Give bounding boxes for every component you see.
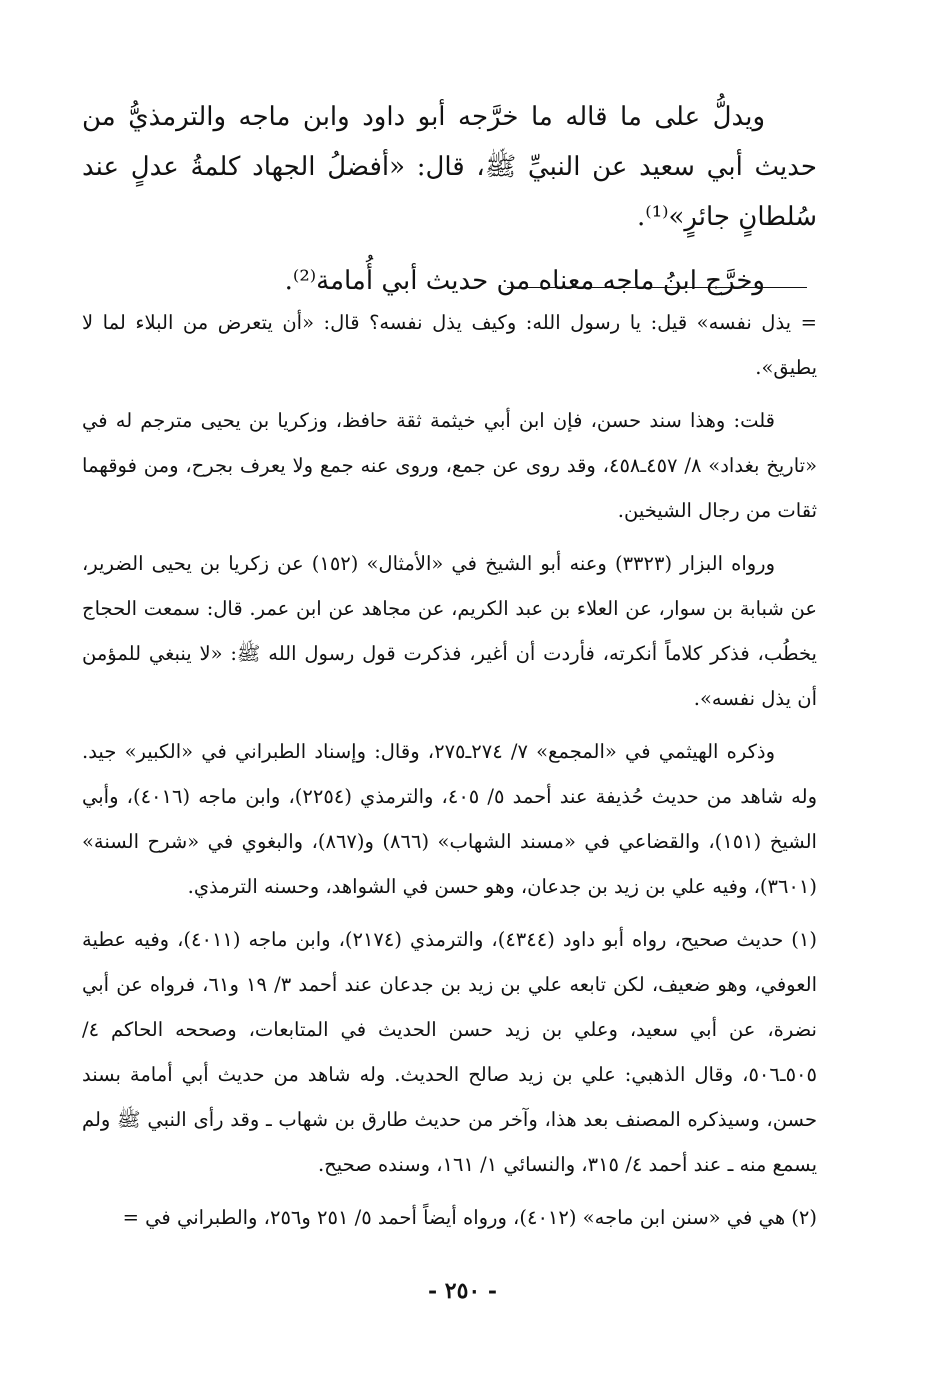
main-text — [82, 92, 817, 320]
footnote-separator — [507, 287, 807, 288]
footnote-continuation-3: ورواه البزار (٣٣٢٣) وعنه أبو الشيخ في «الأمثال» (١٥٢) عن زكريا بن يحيى الضرير، عن شبابة بن سوار، عن العلاء بن عبد الكريم، عن مجاهد عن ابن عمر. قال: سمعت الحجاج يخطُب، فذكر كلاماً أنكرته، فأردت أن أغير، فذكرت قول رسول الله ﷺ: «لا ينبغي للمؤمن أن يذل نفسه». — [82, 552, 817, 710]
page-number: - ٢٥٠ - — [427, 1278, 498, 1304]
footnote-continuation-2: قلت: وهذا سند حسن، فإن ابن أبي خيثمة ثقة حافظ، وزكريا بن يحيى مترجم له في «تاريخ بغداد» ٨/ ٤٥٧ـ٤٥٨، وقد روى عن جمع، وروى عنه جمع ولا يعرف بجرح، ومن فوقهما ثقات من رجال الشيخين. — [82, 409, 818, 522]
footnote-1: (١) حديث صحيح، رواه أبو داود (٤٣٤٤)، والترمذي (٢١٧٤)، وابن ماجه (٤٠١١)، وفيه عطية العوفي، وهو ضعيف، لكن تابعه علي بن زيد بن جدعان عند أحمد ٣/ ١٩ و٦١، فرواه عن أبي نضرة، عن أبي سعيد، وعلي بن زيد حسن الحديث في المتابعات، وصححه الحاكم ٤/ ٥٠٥ـ٥٠٦، وقال الذهبي: علي بن زيد صالح الحديث. وله شاهد من حديث أبي أمامة بسند حسن، وسيذكره المصنف بعد هذا، وآخر من حديث طارق بن شهاب ـ وقد رأى النبي ﷺ ولم يسمع منه ـ عند أحمد ٤/ ٣١٥، والنسائي ١/ ١٦١، وسنده صحيح. — [82, 928, 818, 1176]
footnote-2: (٢) هي في «سنن ابن ماجه» (٤٠١٢)، ورواه أيضاً أحمد ٥/ ٢٥١ و٢٥٦، والطبراني في = — [122, 1206, 817, 1229]
main-paragraph-1: ويدلُّ على ما قاله ما خرَّجه أبو داود وابن ماجه والترمذيُّ من حديث أبي سعيد عن النبيِّ ﷺ، قال: «أفضلُ الجهاد كلمةُ عدلٍ عند سُلطانٍ جائرٍ»⁽¹⁾. — [82, 102, 817, 232]
footnotes — [82, 300, 817, 1248]
footnote-continuation-4: وذكره الهيثمي في «المجمع» ٧/ ٢٧٤ـ٢٧٥، وقال: وإسناد الطبراني في «الكبير» جيد. وله شاهد من حديث حُذيفة عند أحمد ٥/ ٤٠٥، والترمذي (٢٢٥٤)، وابن ماجه (٤٠١٦)، وأبي الشيخ (١٥١)، والقضاعي في «مسند الشهاب» (٨٦٦) و(٨٦٧)، والبغوي في «شرح السنة» (٣٦٠١)، وفيه علي بن زيد بن جدعان، وهو حسن في الشواهد، وحسنه الترمذي. — [82, 740, 817, 898]
footnote-continuation-1: = يذل نفسه» قيل: يا رسول الله: وكيف يذل نفسه؟ قال: «أن يتعرض من البلاء لما لا يطيق». — [82, 311, 817, 379]
main-paragraph-2: وخرَّج ابنُ ماجه معناه من حديث أبي أُمامة⁽²⁾. — [284, 266, 765, 296]
